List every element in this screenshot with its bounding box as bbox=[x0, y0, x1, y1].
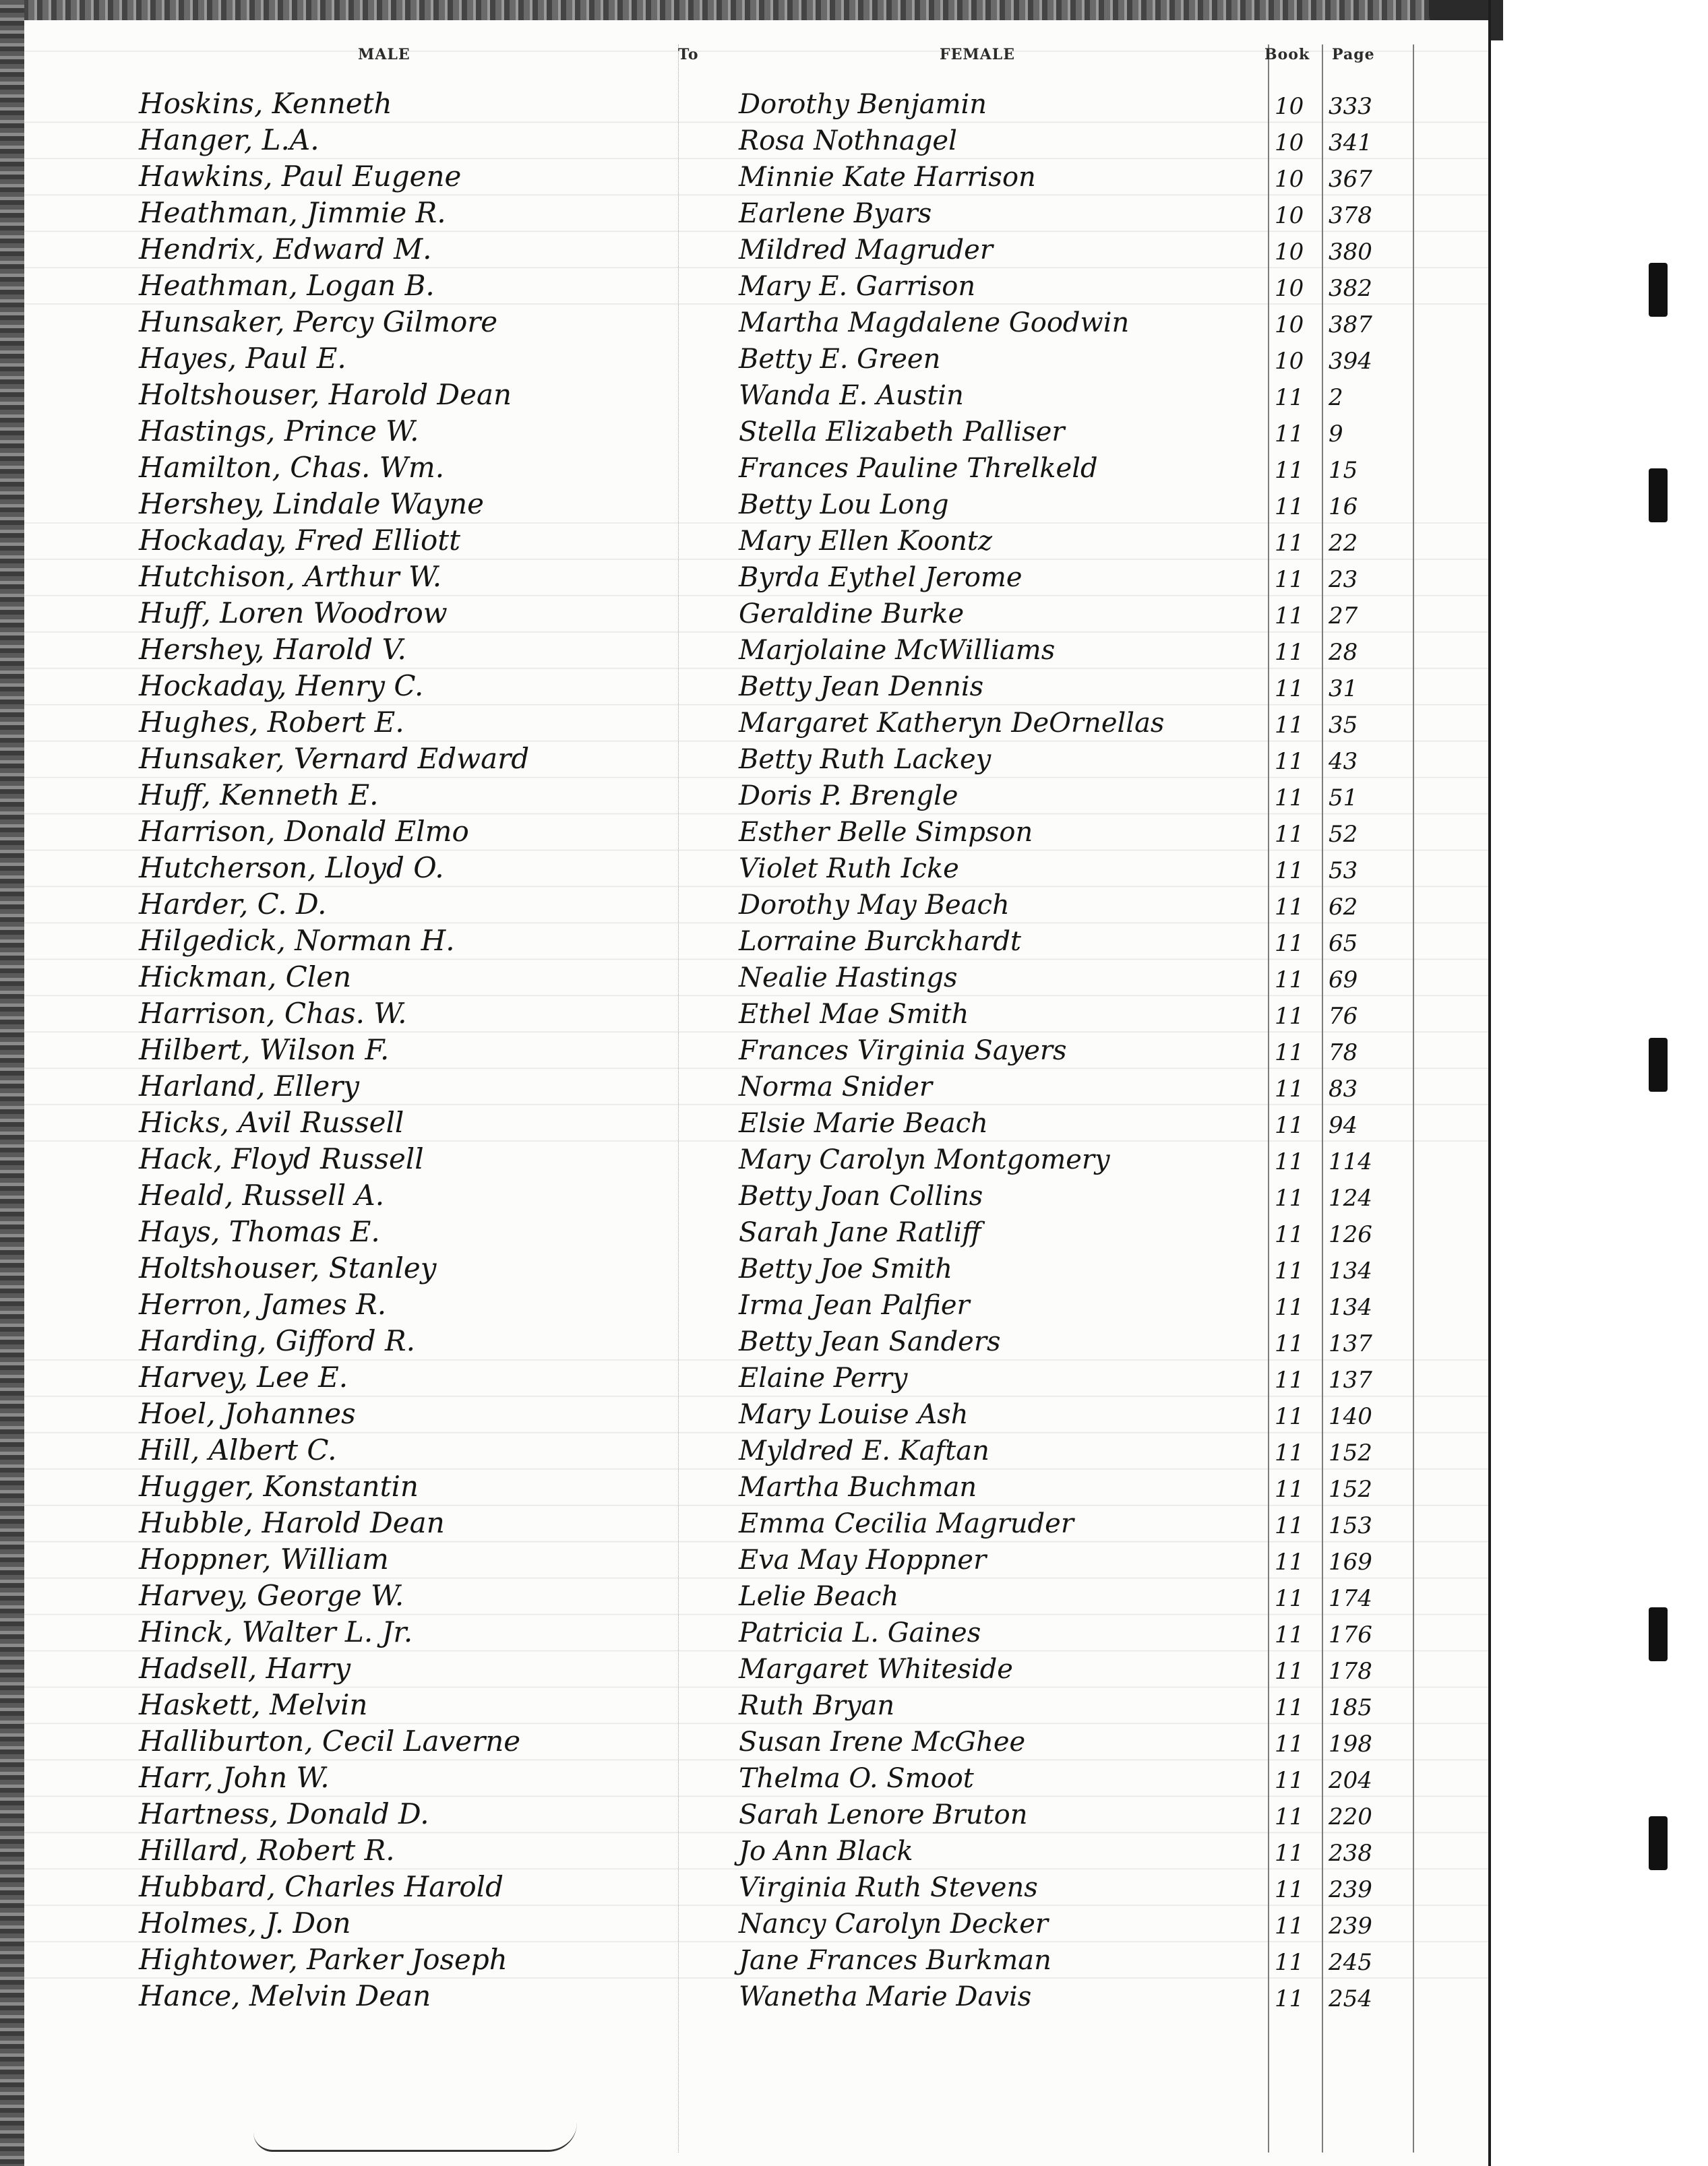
ledger-row bbox=[24, 1070, 1490, 1107]
page-number: 43 bbox=[1329, 748, 1358, 775]
page-number: 169 bbox=[1329, 1549, 1372, 1576]
book-number: 11 bbox=[1275, 712, 1304, 739]
female-name: Esther Belle Simpson bbox=[739, 817, 1033, 848]
female-name: Wanda E. Austin bbox=[739, 380, 964, 411]
male-name: Hershey, Lindale Wayne bbox=[139, 487, 484, 520]
female-name: Betty Jean Dennis bbox=[739, 671, 984, 702]
male-name: Hubble, Harold Dean bbox=[139, 1506, 445, 1539]
female-name: Dorothy Benjamin bbox=[739, 89, 987, 120]
page-number: 76 bbox=[1329, 1003, 1358, 1030]
page-number: 387 bbox=[1329, 311, 1372, 338]
page-number: 22 bbox=[1329, 530, 1358, 557]
page-number: 23 bbox=[1329, 566, 1358, 593]
book-number: 11 bbox=[1275, 821, 1304, 848]
female-name: Frances Virginia Sayers bbox=[739, 1035, 1067, 1066]
book-number: 11 bbox=[1275, 1585, 1304, 1612]
female-name: Lelie Beach bbox=[739, 1581, 899, 1612]
male-name: Holmes, J. Don bbox=[139, 1907, 351, 1940]
male-name: Holtshouser, Harold Dean bbox=[139, 378, 512, 411]
female-name: Byrda Eythel Jerome bbox=[739, 562, 1023, 593]
ledger-row bbox=[24, 561, 1490, 597]
ledger-row bbox=[24, 1689, 1490, 1725]
female-name: Nancy Carolyn Decker bbox=[739, 1909, 1049, 1940]
page-number: 9 bbox=[1329, 421, 1343, 447]
page-number: 153 bbox=[1329, 1512, 1372, 1539]
female-name: Martha Buchman bbox=[739, 1472, 977, 1503]
male-name: Herron, James R. bbox=[139, 1288, 387, 1321]
ledger-row bbox=[24, 1143, 1490, 1179]
book-number: 11 bbox=[1275, 857, 1304, 884]
book-number: 11 bbox=[1275, 1549, 1304, 1576]
female-name: Jane Frances Burkman bbox=[739, 1945, 1051, 1976]
female-name: Sarah Lenore Bruton bbox=[739, 1799, 1028, 1830]
female-name: Emma Cecilia Magruder bbox=[739, 1508, 1074, 1539]
male-name: Hill, Albert C. bbox=[139, 1433, 337, 1466]
page-number: 174 bbox=[1329, 1585, 1372, 1612]
book-number: 11 bbox=[1275, 602, 1304, 629]
book-number: 11 bbox=[1275, 1440, 1304, 1466]
male-name: Huff, Kenneth E. bbox=[139, 778, 379, 811]
female-name: Jo Ann Black bbox=[739, 1836, 913, 1867]
female-name: Betty Lou Long bbox=[739, 489, 949, 520]
female-name: Betty Jean Sanders bbox=[739, 1326, 1001, 1357]
book-number: 11 bbox=[1275, 1985, 1304, 2012]
female-name: Mary E. Garrison bbox=[739, 271, 976, 302]
male-name: Hershey, Harold V. bbox=[139, 633, 406, 666]
book-number: 11 bbox=[1275, 784, 1304, 811]
book-number: 11 bbox=[1275, 1949, 1304, 1976]
female-name: Rosa Nothnagel bbox=[739, 125, 957, 156]
ledger-row bbox=[24, 1980, 1490, 2016]
book-number: 11 bbox=[1275, 1803, 1304, 1830]
book-number: 11 bbox=[1275, 930, 1304, 957]
page-number: 378 bbox=[1329, 202, 1372, 229]
male-name: Hoppner, William bbox=[139, 1543, 389, 1576]
male-name: Hutchison, Arthur W. bbox=[139, 560, 442, 593]
book-number: 11 bbox=[1275, 748, 1304, 775]
female-name: Betty Ruth Lackey bbox=[739, 744, 992, 775]
ledger-row bbox=[24, 270, 1490, 306]
page-number: 341 bbox=[1329, 129, 1372, 156]
book-number: 11 bbox=[1275, 1258, 1304, 1285]
ledger-row bbox=[24, 1361, 1490, 1398]
female-name: Lorraine Burckhardt bbox=[739, 926, 1022, 957]
page-number: 2 bbox=[1329, 384, 1343, 411]
page-right-edge bbox=[1488, 0, 1491, 2166]
ledger-row bbox=[24, 1543, 1490, 1580]
page-number: 220 bbox=[1329, 1803, 1372, 1830]
female-name: Mary Ellen Koontz bbox=[739, 526, 993, 557]
female-name: Virginia Ruth Stevens bbox=[739, 1872, 1038, 1903]
female-name: Earlene Byars bbox=[739, 198, 932, 229]
book-number: 10 bbox=[1275, 93, 1304, 120]
ledger-row bbox=[24, 815, 1490, 852]
male-name: Hightower, Parker Joseph bbox=[139, 1943, 508, 1976]
page-number: 140 bbox=[1329, 1403, 1372, 1430]
binder-punch-hole bbox=[1649, 1816, 1668, 1870]
male-name: Hugger, Konstantin bbox=[139, 1470, 419, 1503]
female-name: Marjolaine McWilliams bbox=[739, 635, 1056, 666]
page-number: 16 bbox=[1329, 493, 1358, 520]
male-name: Halliburton, Cecil Laverne bbox=[139, 1725, 521, 1758]
female-name: Myldred E. Kaftan bbox=[739, 1435, 989, 1466]
male-name: Hughes, Robert E. bbox=[139, 706, 404, 739]
book-number: 11 bbox=[1275, 421, 1304, 447]
ledger-row bbox=[24, 524, 1490, 561]
male-name: Hutcherson, Lloyd O. bbox=[139, 851, 444, 884]
scan-edge-top bbox=[0, 0, 1490, 20]
ledger-row bbox=[24, 925, 1490, 961]
book-number: 11 bbox=[1275, 1039, 1304, 1066]
female-name: Mary Carolyn Montgomery bbox=[739, 1144, 1110, 1175]
male-name: Hastings, Prince W. bbox=[139, 414, 419, 447]
male-name: Hamilton, Chas. Wm. bbox=[139, 451, 445, 484]
page-number: 35 bbox=[1329, 712, 1358, 739]
ledger-row bbox=[24, 342, 1490, 379]
book-number: 11 bbox=[1275, 1876, 1304, 1903]
scan-edge-left bbox=[0, 0, 24, 2166]
male-name: Heald, Russell A. bbox=[139, 1179, 385, 1212]
male-name: Harvey, George W. bbox=[139, 1579, 404, 1612]
female-name: Dorothy May Beach bbox=[739, 890, 1010, 921]
male-name: Hartness, Donald D. bbox=[139, 1797, 429, 1830]
book-number: 11 bbox=[1275, 894, 1304, 921]
book-number: 10 bbox=[1275, 166, 1304, 193]
page-number: 126 bbox=[1329, 1221, 1372, 1248]
female-name: Doris P. Brengle bbox=[739, 780, 958, 811]
male-name: Harrison, Chas. W. bbox=[139, 997, 407, 1030]
page-number: 137 bbox=[1329, 1367, 1372, 1394]
ledger-row bbox=[24, 306, 1490, 342]
page-number: 134 bbox=[1329, 1258, 1372, 1285]
male-name: Holtshouser, Stanley bbox=[139, 1251, 437, 1285]
ledger-row bbox=[24, 1325, 1490, 1361]
book-number: 11 bbox=[1275, 457, 1304, 484]
female-name: Susan Irene McGhee bbox=[739, 1727, 1026, 1758]
male-name: Hinck, Walter L. Jr. bbox=[139, 1615, 413, 1648]
ledger-row bbox=[24, 1034, 1490, 1070]
female-name: Nealie Hastings bbox=[739, 962, 958, 993]
binder-punch-hole bbox=[1649, 1038, 1668, 1092]
page-number: 53 bbox=[1329, 857, 1358, 884]
female-name: Norma Snider bbox=[739, 1072, 933, 1103]
book-number: 11 bbox=[1275, 1221, 1304, 1248]
ledger-row bbox=[24, 597, 1490, 633]
ledger-row bbox=[24, 1398, 1490, 1434]
ledger-row bbox=[24, 1762, 1490, 1798]
book-number: 11 bbox=[1275, 384, 1304, 411]
ledger-row bbox=[24, 88, 1490, 124]
page-number: 137 bbox=[1329, 1330, 1372, 1357]
ledger-row bbox=[24, 415, 1490, 452]
male-name: Heathman, Logan B. bbox=[139, 269, 435, 302]
book-number: 11 bbox=[1275, 493, 1304, 520]
page-number: 94 bbox=[1329, 1112, 1358, 1139]
page-number: 152 bbox=[1329, 1476, 1372, 1503]
ledger-row bbox=[24, 1871, 1490, 1907]
book-header: Book bbox=[1264, 46, 1310, 63]
page-number: 31 bbox=[1329, 675, 1358, 702]
male-name: Haskett, Melvin bbox=[139, 1688, 368, 1721]
book-number: 11 bbox=[1275, 1403, 1304, 1430]
binder-punch-hole bbox=[1649, 468, 1668, 522]
ledger-row bbox=[24, 1834, 1490, 1871]
book-number: 11 bbox=[1275, 1476, 1304, 1503]
female-name: Wanetha Marie Davis bbox=[739, 1981, 1032, 2012]
female-name: Violet Ruth Icke bbox=[739, 853, 959, 884]
male-name: Hays, Thomas E. bbox=[139, 1215, 380, 1248]
book-number: 11 bbox=[1275, 1658, 1304, 1685]
male-name: Hockaday, Henry C. bbox=[139, 669, 424, 702]
female-name: Frances Pauline Threlkeld bbox=[739, 453, 1098, 484]
binder-punch-hole bbox=[1649, 1607, 1668, 1661]
female-name: Minnie Kate Harrison bbox=[739, 162, 1036, 193]
female-name: Sarah Jane Ratliff bbox=[739, 1217, 981, 1248]
page-number: 178 bbox=[1329, 1658, 1372, 1685]
book-number: 10 bbox=[1275, 311, 1304, 338]
marriage-record-list bbox=[24, 88, 1490, 2016]
ledger-row bbox=[24, 1652, 1490, 1689]
page-number: 367 bbox=[1329, 166, 1372, 193]
ledger-row bbox=[24, 1289, 1490, 1325]
book-number: 11 bbox=[1275, 966, 1304, 993]
ledger-row bbox=[24, 488, 1490, 524]
ledger-row bbox=[24, 1471, 1490, 1507]
male-name: Hubbard, Charles Harold bbox=[139, 1870, 504, 1903]
male-name: Harvey, Lee E. bbox=[139, 1361, 348, 1394]
book-number: 11 bbox=[1275, 1185, 1304, 1212]
male-name: Hickman, Clen bbox=[139, 960, 352, 993]
male-name: Hack, Floyd Russell bbox=[139, 1142, 424, 1175]
page-number: 152 bbox=[1329, 1440, 1372, 1466]
ledger-row bbox=[24, 379, 1490, 415]
page-number: 124 bbox=[1329, 1185, 1372, 1212]
book-number: 11 bbox=[1275, 1330, 1304, 1357]
female-name: Margaret Katheryn DeOrnellas bbox=[739, 708, 1165, 739]
ledger-row bbox=[24, 888, 1490, 925]
male-name: Hillard, Robert R. bbox=[139, 1834, 395, 1867]
pen-flourish bbox=[253, 2123, 577, 2152]
ledger-row bbox=[24, 670, 1490, 706]
male-name: Harder, C. D. bbox=[139, 888, 327, 921]
page-number: 176 bbox=[1329, 1621, 1372, 1648]
female-name: Martha Magdalene Goodwin bbox=[739, 307, 1130, 338]
ledger-row bbox=[24, 1907, 1490, 1944]
book-number: 11 bbox=[1275, 1294, 1304, 1321]
female-name: Mildred Magruder bbox=[739, 235, 993, 266]
female-name: Ethel Mae Smith bbox=[739, 999, 969, 1030]
page-number: 51 bbox=[1329, 784, 1358, 811]
page-number: 27 bbox=[1329, 602, 1358, 629]
page-number: 333 bbox=[1329, 93, 1372, 120]
book-number: 11 bbox=[1275, 1003, 1304, 1030]
book-number: 10 bbox=[1275, 202, 1304, 229]
page-number: 239 bbox=[1329, 1876, 1372, 1903]
page-number: 69 bbox=[1329, 966, 1358, 993]
male-name: Hoskins, Kenneth bbox=[139, 87, 392, 120]
male-name: Hoel, Johannes bbox=[139, 1397, 356, 1430]
page-number: 394 bbox=[1329, 348, 1372, 375]
page-number: 62 bbox=[1329, 894, 1358, 921]
page-number: 254 bbox=[1329, 1985, 1372, 2012]
ledger-row bbox=[24, 160, 1490, 197]
book-number: 11 bbox=[1275, 1148, 1304, 1175]
female-name: Betty Joe Smith bbox=[739, 1254, 952, 1285]
ledger-row bbox=[24, 1507, 1490, 1543]
ledger-page bbox=[24, 20, 1490, 2166]
book-number: 11 bbox=[1275, 1731, 1304, 1758]
female-name: Margaret Whiteside bbox=[739, 1654, 1013, 1685]
ledger-row bbox=[24, 452, 1490, 488]
female-name: Elsie Marie Beach bbox=[739, 1108, 988, 1139]
ledger-row bbox=[24, 1798, 1490, 1834]
binder-punch-hole bbox=[1649, 263, 1668, 317]
male-header: MALE bbox=[358, 46, 410, 63]
page-number: 380 bbox=[1329, 239, 1372, 266]
ledger-row bbox=[24, 852, 1490, 888]
male-name: Harland, Ellery bbox=[139, 1070, 360, 1103]
female-name: Stella Elizabeth Palliser bbox=[739, 416, 1065, 447]
male-name: Hanger, L.A. bbox=[139, 123, 319, 156]
ledger-row bbox=[24, 233, 1490, 270]
page-number: 198 bbox=[1329, 1731, 1372, 1758]
ledger-row bbox=[24, 1434, 1490, 1471]
book-number: 11 bbox=[1275, 1913, 1304, 1940]
ledger-row bbox=[24, 1725, 1490, 1762]
book-number: 10 bbox=[1275, 239, 1304, 266]
ledger-row bbox=[24, 1216, 1490, 1252]
book-number: 10 bbox=[1275, 348, 1304, 375]
male-name: Huff, Loren Woodrow bbox=[139, 596, 448, 629]
page-number: 52 bbox=[1329, 821, 1358, 848]
book-number: 11 bbox=[1275, 1076, 1304, 1103]
book-number: 11 bbox=[1275, 1621, 1304, 1648]
ledger-row bbox=[24, 997, 1490, 1034]
male-name: Hockaday, Fred Elliott bbox=[139, 524, 461, 557]
book-number: 10 bbox=[1275, 275, 1304, 302]
page-number: 78 bbox=[1329, 1039, 1358, 1066]
male-name: Hilgedick, Norman H. bbox=[139, 924, 455, 957]
book-number: 11 bbox=[1275, 566, 1304, 593]
ledger-row bbox=[24, 1580, 1490, 1616]
book-number: 10 bbox=[1275, 129, 1304, 156]
female-name: Ruth Bryan bbox=[739, 1690, 895, 1721]
ledger-row bbox=[24, 633, 1490, 670]
page-number: 134 bbox=[1329, 1294, 1372, 1321]
female-name: Betty Joan Collins bbox=[739, 1181, 983, 1212]
male-name: Harrison, Donald Elmo bbox=[139, 815, 469, 848]
male-name: Hayes, Paul E. bbox=[139, 342, 346, 375]
page-number: 245 bbox=[1329, 1949, 1372, 1976]
page-header: Page bbox=[1332, 46, 1375, 63]
page-number: 382 bbox=[1329, 275, 1372, 302]
ledger-row bbox=[24, 961, 1490, 997]
ledger-row bbox=[24, 779, 1490, 815]
male-name: Hunsaker, Vernard Edward bbox=[139, 742, 530, 775]
page-number: 185 bbox=[1329, 1694, 1372, 1721]
page-number: 65 bbox=[1329, 930, 1358, 957]
book-number: 11 bbox=[1275, 1767, 1304, 1794]
male-name: Heathman, Jimmie R. bbox=[139, 196, 446, 229]
book-number: 11 bbox=[1275, 639, 1304, 666]
male-name: Hicks, Avil Russell bbox=[139, 1106, 404, 1139]
book-number: 11 bbox=[1275, 530, 1304, 557]
male-name: Hance, Melvin Dean bbox=[139, 1979, 431, 2012]
male-name: Hadsell, Harry bbox=[139, 1652, 351, 1685]
female-header: FEMALE bbox=[940, 46, 1016, 63]
book-number: 11 bbox=[1275, 1367, 1304, 1394]
female-name: Eva May Hoppner bbox=[739, 1545, 987, 1576]
page-number: 239 bbox=[1329, 1913, 1372, 1940]
page-number: 83 bbox=[1329, 1076, 1358, 1103]
female-name: Irma Jean Palfier bbox=[739, 1290, 970, 1321]
ledger-row bbox=[24, 743, 1490, 779]
ledger-row bbox=[24, 706, 1490, 743]
page-number: 15 bbox=[1329, 457, 1358, 484]
female-name: Geraldine Burke bbox=[739, 598, 965, 629]
page-number: 204 bbox=[1329, 1767, 1372, 1794]
female-name: Mary Louise Ash bbox=[739, 1399, 969, 1430]
book-number: 11 bbox=[1275, 1512, 1304, 1539]
ledger-row bbox=[24, 1616, 1490, 1652]
book-number: 11 bbox=[1275, 1694, 1304, 1721]
ledger-row bbox=[24, 124, 1490, 160]
page-number: 238 bbox=[1329, 1840, 1372, 1867]
female-name: Betty E. Green bbox=[739, 344, 941, 375]
male-name: Harding, Gifford R. bbox=[139, 1324, 416, 1357]
male-name: Hendrix, Edward M. bbox=[139, 233, 432, 266]
ledger-row bbox=[24, 1107, 1490, 1143]
book-number: 11 bbox=[1275, 1112, 1304, 1139]
book-number: 11 bbox=[1275, 1840, 1304, 1867]
page-number: 28 bbox=[1329, 639, 1358, 666]
male-name: Hunsaker, Percy Gilmore bbox=[139, 305, 498, 338]
female-name: Patricia L. Gaines bbox=[739, 1617, 981, 1648]
book-number: 11 bbox=[1275, 675, 1304, 702]
to-header: To bbox=[678, 46, 699, 63]
male-name: Hilbert, Wilson F. bbox=[139, 1033, 390, 1066]
male-name: Hawkins, Paul Eugene bbox=[139, 160, 462, 193]
female-name: Thelma O. Smoot bbox=[739, 1763, 974, 1794]
ledger-row bbox=[24, 1179, 1490, 1216]
ledger-row bbox=[24, 1944, 1490, 1980]
ledger-row bbox=[24, 1252, 1490, 1289]
page-number: 114 bbox=[1329, 1148, 1372, 1175]
male-name: Harr, John W. bbox=[139, 1761, 330, 1794]
female-name: Elaine Perry bbox=[739, 1363, 908, 1394]
ledger-row bbox=[24, 197, 1490, 233]
